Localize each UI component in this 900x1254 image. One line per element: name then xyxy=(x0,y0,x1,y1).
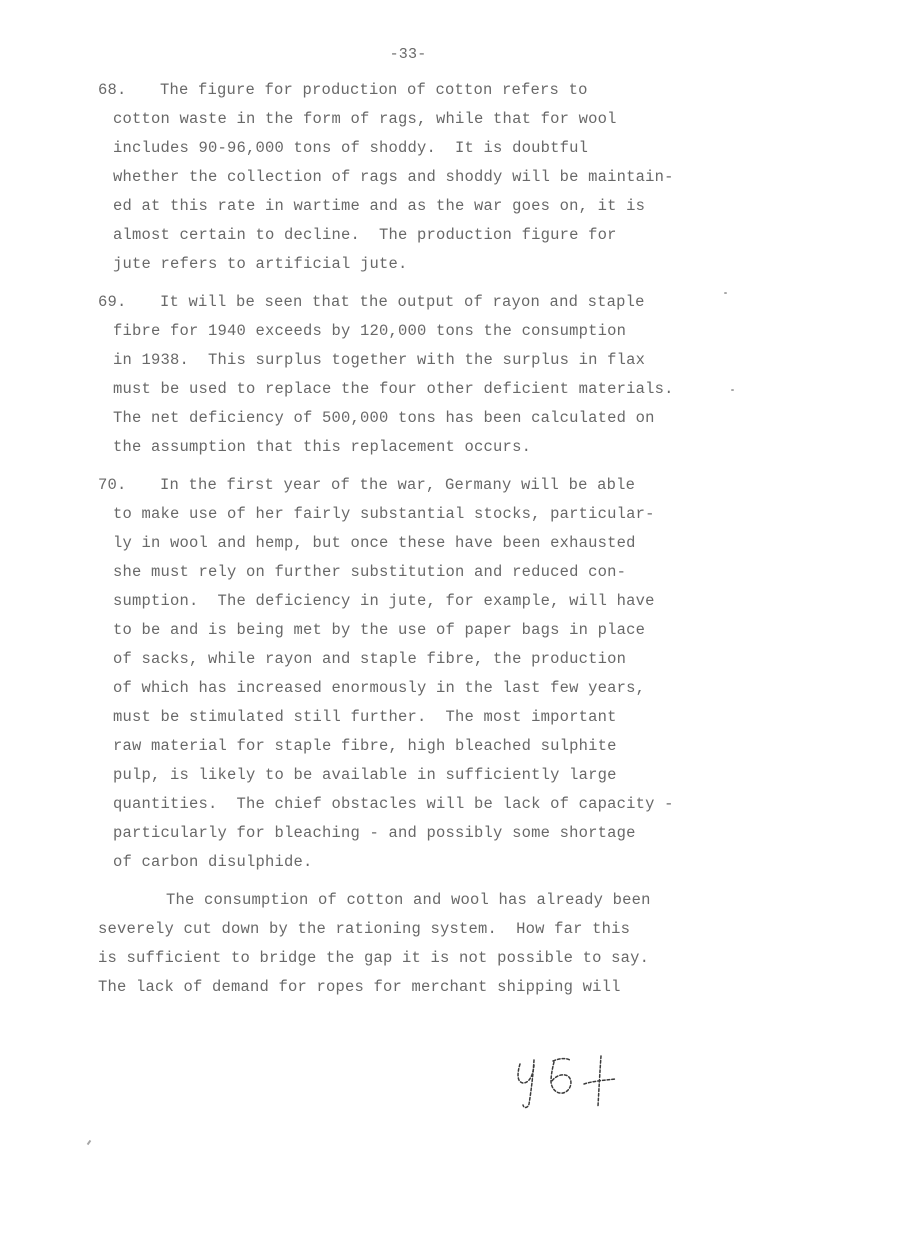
text-line: the assumption that this replacement occurs. xyxy=(113,438,532,456)
text-line: particularly for bleaching - and possibly some shortage xyxy=(113,824,636,842)
text-line: The net deficiency of 500,000 tons has been calculated on xyxy=(113,409,655,427)
text-line: in 1938. This surplus together with the surplus in flax xyxy=(113,351,646,369)
scan-noise-speck xyxy=(731,389,734,391)
paragraph xyxy=(98,76,713,279)
text-line: pulp, is likely to be available in sufficiently large xyxy=(113,766,617,784)
text-line: is sufficient to bridge the gap it is not possible to say. xyxy=(98,949,650,967)
text-line: cotton waste in the form of rags, while that for wool xyxy=(113,110,617,128)
text-line: The figure for production of cotton refers to xyxy=(160,81,588,99)
page-number: -33- xyxy=(389,46,427,63)
text-line: of carbon disulphide. xyxy=(113,853,313,871)
text-line: jute refers to artificial jute. xyxy=(113,255,408,273)
text-line: of sacks, while rayon and staple fibre, the production xyxy=(113,650,627,668)
text-line: to be and is being met by the use of paper bags in place xyxy=(113,621,646,639)
text-line: ly in wool and hemp, but once these have been exhausted xyxy=(113,534,636,552)
paragraph xyxy=(98,288,713,462)
text-line: It will be seen that the output of rayon and staple xyxy=(160,293,645,311)
text-line: fibre for 1940 exceeds by 120,000 tons the consumption xyxy=(113,322,627,340)
text-line: quantities. The chief obstacles will be lack of capacity - xyxy=(113,795,674,813)
text-line: she must rely on further substitution and reduced con- xyxy=(113,563,627,581)
text-line: to make use of her fairly substantial stocks, particular- xyxy=(113,505,655,523)
document-paragraphs xyxy=(98,76,713,1002)
paragraph-number: 68. xyxy=(98,81,127,99)
paragraph xyxy=(98,471,713,877)
text-line: The lack of demand for ropes for merchant shipping will xyxy=(98,978,621,996)
handwritten-454-strokes xyxy=(508,1048,628,1118)
text-line: includes 90-96,000 tons of shoddy. It is doubtful xyxy=(113,139,589,157)
paragraph xyxy=(98,886,713,1002)
text-line: In the first year of the war, Germany will be able xyxy=(160,476,636,494)
text-line: must be stimulated still further. The most important xyxy=(113,708,617,726)
paragraph-number: 70. xyxy=(98,476,127,494)
text-line: raw material for staple fibre, high bleached sulphite xyxy=(113,737,617,755)
text-line: whether the collection of rags and shoddy will be maintain- xyxy=(113,168,674,186)
text-line: almost certain to decline. The production figure for xyxy=(113,226,617,244)
scan-noise-speck xyxy=(724,292,727,294)
scan-noise-speck xyxy=(87,1140,92,1145)
text-line: must be used to replace the four other deficient materials. xyxy=(113,380,674,398)
text-line: sumption. The deficiency in jute, for example, will have xyxy=(113,592,655,610)
text-line: ed at this rate in wartime and as the war goes on, it is xyxy=(113,197,646,215)
text-line: of which has increased enormously in the last few years, xyxy=(113,679,646,697)
text-line: severely cut down by the rationing system. How far this xyxy=(98,920,631,938)
paragraph-number: 69. xyxy=(98,293,127,311)
handwritten-number xyxy=(508,1048,628,1118)
text-line: The consumption of cotton and wool has already been xyxy=(166,891,651,909)
